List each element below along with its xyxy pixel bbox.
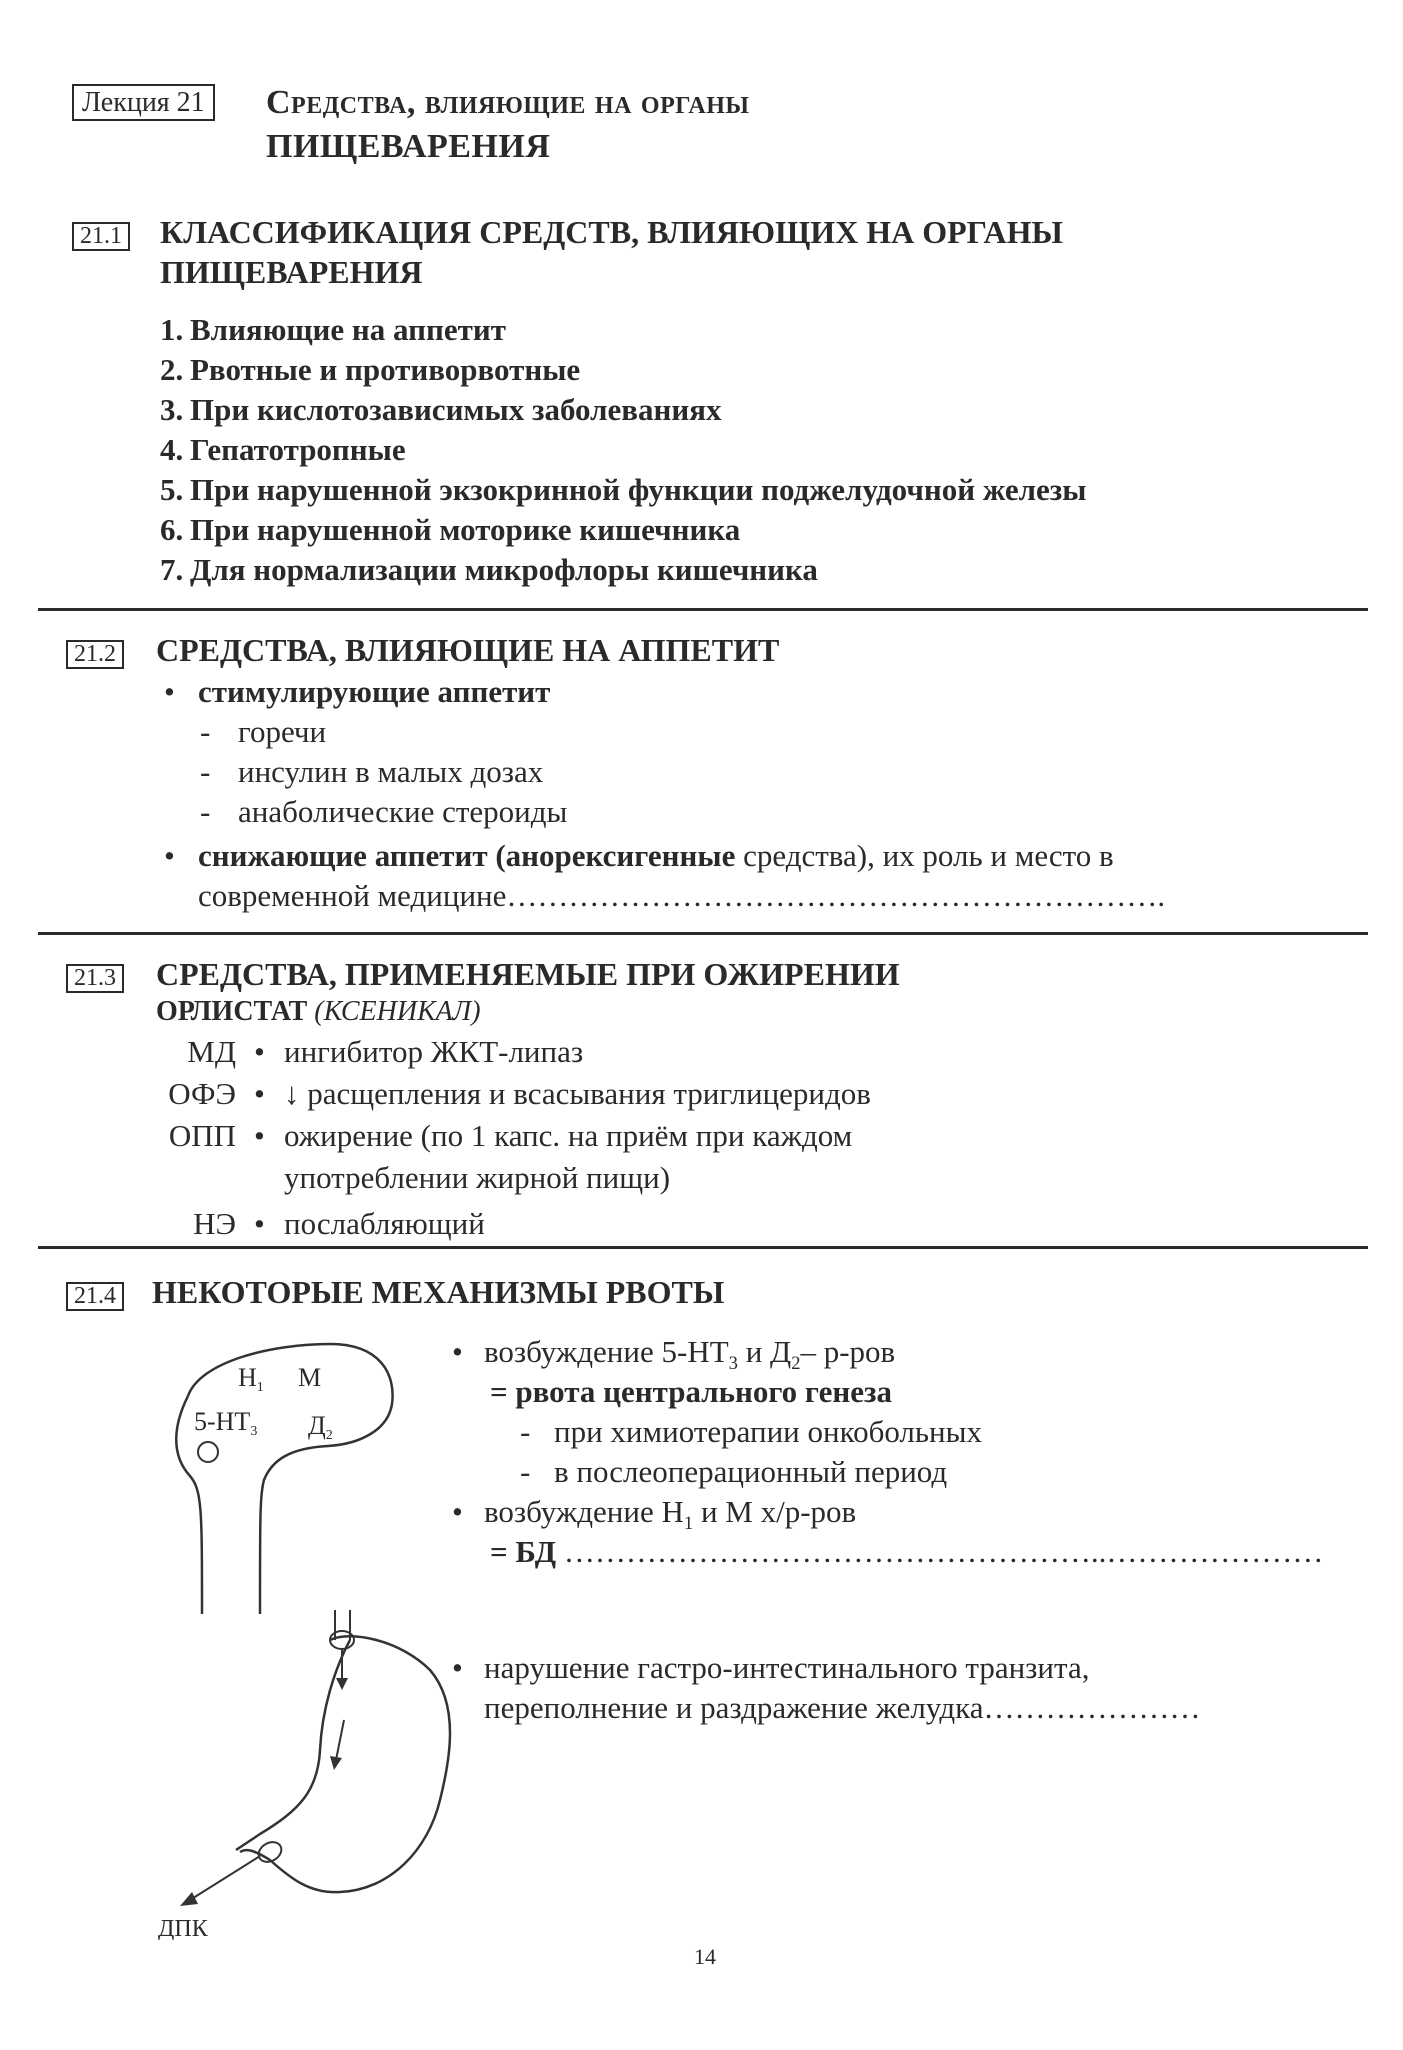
pylorus-sphincter-icon bbox=[255, 1838, 285, 1866]
mechanism-1-result: = рвота центрального генеза bbox=[490, 1374, 892, 1409]
section-21-1-title-line1: КЛАССИФИКАЦИЯ СРЕДСТВ, ВЛИЯЮЩИХ НА ОРГАНЫ bbox=[160, 214, 1063, 250]
brain-label-m: M bbox=[298, 1363, 322, 1392]
brain-label-h1: H1 bbox=[238, 1363, 264, 1395]
dash-icon: - bbox=[200, 794, 211, 829]
mechanism-1: возбуждение $5-HT_3$ и $Д_2-$ р-ров bbox=[484, 1334, 896, 1375]
dash-icon: - bbox=[200, 754, 211, 789]
divider bbox=[38, 1246, 1368, 1249]
row-text: употреблении жирной пищи) bbox=[284, 1160, 671, 1195]
bullet-icon: • bbox=[452, 1334, 463, 1369]
lecture-title-line2: ПИЩЕВАРЕНИЯ bbox=[266, 128, 551, 165]
list-item bbox=[160, 512, 740, 548]
list-text: Влияющие на аппетит bbox=[190, 312, 506, 347]
list-item bbox=[160, 392, 722, 428]
sub-item: горечи bbox=[238, 714, 327, 749]
list-text: При нарушенной моторике кишечника bbox=[190, 512, 741, 547]
bullet-icon: • bbox=[452, 1494, 463, 1529]
bullet-icon: • bbox=[452, 1650, 463, 1685]
list-number: 4. bbox=[160, 432, 184, 467]
bullet-icon: • bbox=[164, 838, 175, 873]
mechanism-2-dots: ……………………………………………..………………… bbox=[563, 1534, 1324, 1569]
list-number: 6. bbox=[160, 512, 184, 547]
arrow-2-icon bbox=[336, 1720, 344, 1760]
list-text: Гепатотропные bbox=[190, 432, 406, 467]
brain-label-d2: Д2 bbox=[308, 1411, 333, 1443]
sub-item: инсулин в малых дозах bbox=[238, 754, 544, 789]
mechanism-2-result-line bbox=[490, 1534, 1323, 1570]
row-text: ожирение (по 1 капс. на приём при каждом bbox=[284, 1118, 853, 1153]
bullet-icon: • bbox=[254, 1076, 265, 1111]
lecture-title-line1: Средства, влияющие на органы bbox=[266, 84, 750, 121]
bullet-icon: • bbox=[254, 1034, 265, 1069]
list-item bbox=[160, 552, 818, 588]
section-badge-text: 21.2 bbox=[66, 640, 124, 669]
row-label: МД bbox=[187, 1034, 236, 1069]
section-21-4-badge bbox=[66, 1282, 124, 1311]
section-badge-text: 21.4 bbox=[66, 1282, 124, 1311]
stimulating-label: стимулирующие аппетит bbox=[198, 674, 551, 709]
dash-icon: - bbox=[520, 1414, 531, 1449]
mechanism-2: возбуждение $H_1$ и М х/р-ров bbox=[484, 1494, 857, 1535]
lecture-badge-text: Лекция 21 bbox=[82, 87, 205, 118]
section-21-2-title: СРЕДСТВА, ВЛИЯЮЩИЕ НА АППЕТИТ bbox=[156, 632, 780, 668]
drug-generic: ОРЛИСТАТ bbox=[156, 996, 308, 1027]
lecture-header bbox=[72, 84, 215, 121]
list-text: Рвотные и противорвотные bbox=[190, 352, 581, 387]
row-text: ингибитор ЖКТ-липаз bbox=[284, 1034, 584, 1069]
section-21-1-title-line2: ПИЩЕВАРЕНИЯ bbox=[160, 254, 423, 290]
list-item bbox=[160, 432, 406, 468]
list-number: 1. bbox=[160, 312, 184, 347]
divider bbox=[38, 608, 1368, 611]
stomach-outline bbox=[240, 1636, 450, 1892]
section-badge-text: 21.1 bbox=[72, 222, 130, 251]
row-label: ОФЭ bbox=[168, 1076, 236, 1111]
row-text: ↓ расщепления и всасывания триглицеридов bbox=[284, 1076, 871, 1111]
list-text: При кислотозависимых заболеваниях bbox=[190, 392, 722, 427]
list-number: 7. bbox=[160, 552, 184, 587]
brain-outline bbox=[188, 1344, 393, 1614]
drug-name bbox=[156, 996, 481, 1028]
mechanism-3-line1: нарушение гастро-интестинального транзита, bbox=[484, 1650, 1090, 1685]
list-text: При нарушенной экзокринной функции поджелудочной железы bbox=[190, 472, 1087, 507]
list-number: 3. bbox=[160, 392, 184, 427]
page-number: 14 bbox=[694, 1944, 716, 1969]
mechanism-2-a: возбуждение H bbox=[484, 1494, 684, 1529]
sub-item: анаболические стероиды bbox=[238, 794, 568, 829]
section-21-2-badge bbox=[66, 640, 124, 669]
mechanism-1-b: и Д bbox=[737, 1334, 792, 1369]
mechanism-3-line2: переполнение и раздражение желудка………………… bbox=[484, 1690, 1201, 1725]
list-item bbox=[160, 352, 580, 388]
list-item bbox=[160, 312, 506, 348]
drug-trade: (КСЕНИКАЛ) bbox=[314, 996, 481, 1027]
vomiting-center-icon bbox=[198, 1442, 218, 1462]
mechanism-2-b: и М х/р-ров bbox=[693, 1494, 857, 1529]
stomach-label: ДПК bbox=[158, 1916, 208, 1940]
dash-icon: - bbox=[200, 714, 211, 749]
bullet-icon: • bbox=[164, 674, 175, 709]
list-number: 2. bbox=[160, 352, 184, 387]
section-21-3-title: СРЕДСТВА, ПРИМЕНЯЕМЫЕ ПРИ ОЖИРЕНИИ bbox=[156, 956, 900, 992]
list-item bbox=[160, 472, 1086, 508]
mechanism-1-sub: в послеоперационный период bbox=[554, 1454, 948, 1489]
mechanism-1-c: – р-ров bbox=[800, 1334, 896, 1369]
stomach-inner bbox=[236, 1640, 350, 1850]
section-21-3-badge bbox=[66, 964, 124, 993]
stomach-diagram bbox=[150, 1610, 480, 1940]
bullet-icon: • bbox=[254, 1118, 265, 1153]
row-label: ОПП bbox=[168, 1118, 236, 1153]
reducing-rest: средства), их роль и место в bbox=[735, 838, 1114, 873]
list-text: Для нормализации микрофлоры кишечника bbox=[190, 552, 818, 587]
row-label: НЭ bbox=[193, 1206, 236, 1241]
lecture-badge bbox=[72, 84, 215, 121]
list-number: 5. bbox=[160, 472, 184, 507]
arrow-3-icon bbox=[190, 1856, 260, 1900]
bullet-icon: • bbox=[254, 1206, 265, 1241]
section-21-1-badge bbox=[72, 222, 130, 251]
dash-icon: - bbox=[520, 1454, 531, 1489]
reducing-bold: снижающие аппетит (анорексигенные bbox=[198, 838, 736, 873]
mechanism-1-a: возбуждение 5-HT bbox=[484, 1334, 729, 1369]
brain-diagram bbox=[160, 1334, 420, 1614]
mechanism-2-result: = БД bbox=[490, 1534, 557, 1569]
divider bbox=[38, 932, 1368, 935]
section-badge-text: 21.3 bbox=[66, 964, 124, 993]
reducing-line1 bbox=[198, 838, 1114, 874]
reducing-line2: современной медицине………………………………………………………. bbox=[198, 878, 1166, 913]
mechanism-1-sub: при химиотерапии онкобольных bbox=[554, 1414, 982, 1449]
brain-label-ht: 5-HT3 bbox=[194, 1407, 258, 1439]
row-text: послабляющий bbox=[284, 1206, 485, 1241]
section-21-4-title: НЕКОТОРЫЕ МЕХАНИЗМЫ РВОТЫ bbox=[152, 1274, 725, 1310]
